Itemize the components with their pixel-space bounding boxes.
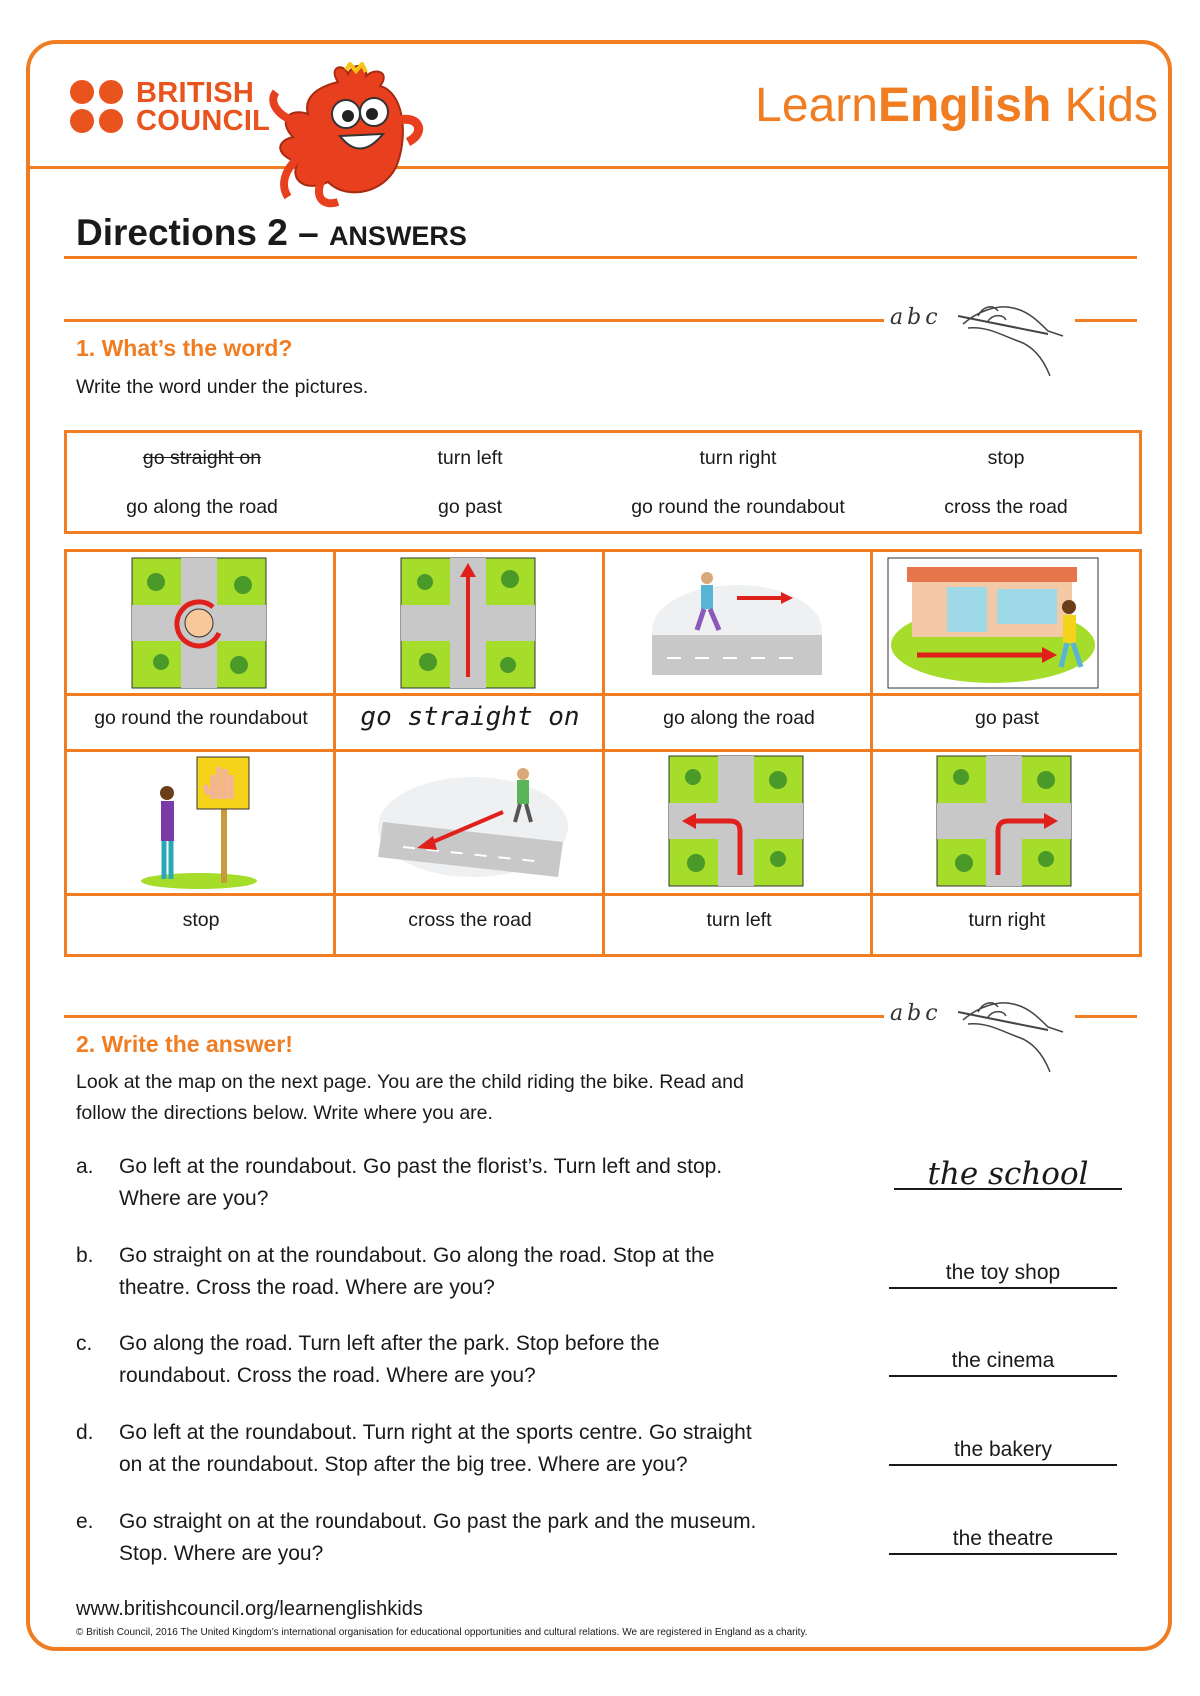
learnenglish-kids-logo [755, 78, 1158, 133]
along-the-road-picture [647, 560, 827, 685]
british-council-dots-icon [70, 80, 126, 136]
answer-field-handwritten: the school [894, 1160, 1122, 1190]
word-bank-item: turn left [437, 447, 503, 469]
page-title [76, 212, 467, 254]
word-bank-item: go round the roundabout [631, 496, 845, 518]
monster-mascot-icon [268, 62, 448, 212]
question-text: Where are you? [119, 1187, 269, 1210]
word-bank-item: go straight on [142, 447, 262, 469]
question-text: Go left at the roundabout. Turn right at the sports centre. Go straight [119, 1421, 752, 1444]
logo-english: English [877, 79, 1052, 132]
question-text: Go straight on at the roundabout. Go past the park and the museum. [119, 1510, 757, 1533]
picture-label: stop [182, 909, 220, 931]
section1-rule-left [64, 319, 884, 322]
section2-abc-label: abc [890, 1001, 942, 1026]
british-council-wordmark: BRITISH COUNCIL [136, 77, 271, 137]
question-text: Go straight on at the roundabout. Go along the road. Stop at the [119, 1244, 715, 1267]
question-text: roundabout. Cross the road. Where are you? [119, 1364, 536, 1387]
grid-line [67, 749, 1139, 752]
question-text: Stop. Where are you? [119, 1542, 324, 1565]
picture-label: go along the road [663, 707, 815, 729]
section2-title: 2. Write the answer! [76, 1031, 293, 1057]
picture-label-handwritten: go straight on [360, 702, 580, 732]
logo-learn: Learn [755, 79, 878, 132]
writing-hand-icon [958, 296, 1068, 386]
footer-copyright: © British Council, 2016 The United Kingdom’s international organisation for educational opportunities and cultural relations. We are registered in England as a charity. [76, 1627, 808, 1638]
word-bank [64, 430, 1142, 534]
roundabout-picture [131, 557, 267, 689]
logo-kids: Kids [1064, 79, 1158, 132]
answer-field: the theatre [889, 1525, 1117, 1555]
word-bank-item: stop [987, 447, 1025, 469]
word-bank-item: go along the road [126, 496, 278, 518]
section2-rule-right [1075, 1015, 1137, 1018]
word-bank-item: turn right [699, 447, 777, 469]
straight-on-picture [400, 557, 536, 689]
title-divider [64, 256, 1137, 259]
turn-left-picture [668, 755, 804, 887]
picture-label: go round the roundabout [94, 707, 308, 729]
grid-line [67, 693, 1139, 696]
turn-right-picture [936, 755, 1072, 887]
question-letter: e. [76, 1510, 94, 1533]
go-past-picture [887, 557, 1099, 689]
question-letter: c. [76, 1332, 93, 1355]
title-main: Directions 2 – [76, 212, 329, 253]
word-bank-item: go past [438, 496, 502, 518]
footer-url-link[interactable]: www.britishcouncil.org/learnenglishkids [76, 1598, 423, 1620]
section1-instruction: Write the word under the pictures. [76, 376, 369, 398]
grid-line [67, 893, 1139, 896]
section1-rule-right [1075, 319, 1137, 322]
section2-instruction [76, 1067, 744, 1129]
picture-label: cross the road [408, 909, 532, 931]
writing-hand-icon [958, 992, 1068, 1082]
question-text: Go along the road. Turn left after the park. Stop before the [119, 1332, 660, 1355]
picture-label: turn left [706, 909, 772, 931]
question-letter: d. [76, 1421, 94, 1444]
stop-picture [139, 755, 259, 889]
word-bank-item: cross the road [944, 496, 1068, 518]
cross-the-road-picture [373, 762, 573, 884]
question-text: theatre. Cross the road. Where are you? [119, 1276, 495, 1299]
picture-label: go past [975, 707, 1039, 729]
question-text: on at the roundabout. Stop after the big tree. Where are you? [119, 1453, 688, 1476]
answer-field: the cinema [889, 1347, 1117, 1377]
question-letter: b. [76, 1244, 94, 1267]
section1-title: 1. What’s the word? [76, 335, 293, 361]
question-text: Go left at the roundabout. Go past the florist’s. Turn left and stop. [119, 1155, 723, 1178]
section2-rule-left [64, 1015, 884, 1018]
title-answers: ANSWERS [328, 221, 467, 251]
picture-label: turn right [968, 909, 1046, 931]
picture-grid [64, 549, 1142, 957]
instruction-line: Look at the map on the next page. You are the child riding the bike. Read and [76, 1071, 744, 1093]
header-divider [30, 166, 1168, 169]
question-letter: a. [76, 1155, 94, 1178]
answer-field: the toy shop [889, 1259, 1117, 1289]
answer-field: the bakery [889, 1436, 1117, 1466]
section1-abc-label: abc [890, 305, 942, 330]
instruction-line: follow the directions below. Write where you are. [76, 1102, 493, 1124]
